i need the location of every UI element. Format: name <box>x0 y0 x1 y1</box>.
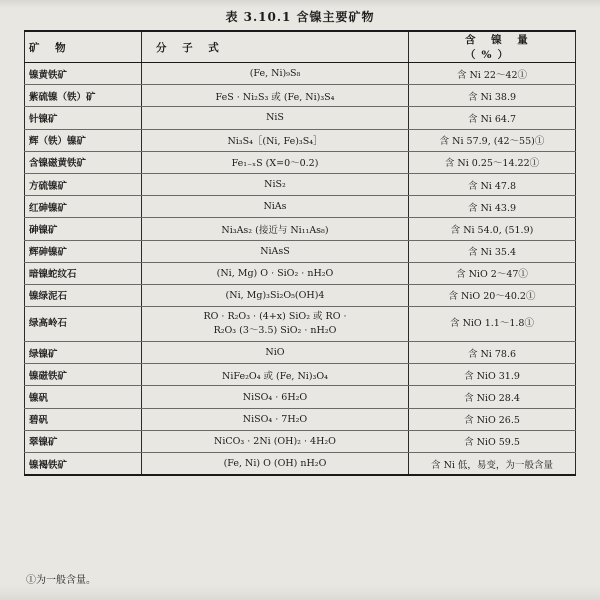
mineral-name: 镍磁铁矿 <box>25 364 142 386</box>
table-row <box>25 342 576 364</box>
mineral-name: 镍褐铁矿 <box>25 453 142 476</box>
molecular-formula: Ni₃S₄［(Ni, Fe)₃S₄］ <box>142 129 409 151</box>
mineral-name: 辉（铁）镍矿 <box>25 129 142 151</box>
formula-line: RO · R₂O₃ · (4+x) SiO₂ 或 RO · <box>203 311 347 323</box>
nickel-content: 含 Ni 43.9 <box>409 196 576 218</box>
mineral-name: 绿高岭石 <box>25 307 142 342</box>
table-row <box>25 386 576 408</box>
nickel-content: 含 Ni 38.9 <box>409 85 576 107</box>
nickel-content: 含 NiO 31.9 <box>409 364 576 386</box>
nickel-content: 含 Ni 54.0, (51.9) <box>409 218 576 240</box>
table-row <box>25 151 576 173</box>
header-content: 含 镍 量（%） <box>409 31 576 63</box>
table-header-row <box>25 31 576 63</box>
molecular-formula: NiCO₃ · 2Ni (OH)₂ · 4H₂O <box>142 430 409 452</box>
nickel-content: 含 Ni 47.8 <box>409 173 576 195</box>
molecular-formula: (Ni, Mg)₃Si₂O₅(OH)4 <box>142 284 409 306</box>
mineral-name: 暗镍蛇纹石 <box>25 262 142 284</box>
nickel-content: 含 NiO 26.5 <box>409 408 576 430</box>
mineral-name: 方硫镍矿 <box>25 173 142 195</box>
mineral-name: 红砷镍矿 <box>25 196 142 218</box>
previous-text-bleed <box>0 0 600 8</box>
table-row <box>25 85 576 107</box>
mineral-name: 镍黄铁矿 <box>25 63 142 85</box>
nickel-content: 含 Ni 0.25～14.22① <box>409 151 576 173</box>
molecular-formula: (Fe, Ni)₉S₈ <box>142 63 409 85</box>
table-row <box>25 129 576 151</box>
mineral-name: 含镍磁黄铁矿 <box>25 151 142 173</box>
nickel-content: 含 NiO 20～40.2① <box>409 284 576 306</box>
next-text-bleed <box>0 586 600 600</box>
molecular-formula: (Ni, Mg) O · SiO₂ · nH₂O <box>142 262 409 284</box>
header-mineral: 矿 物 <box>25 31 142 63</box>
header-formula: 分 子 式 <box>142 31 409 63</box>
mineral-name: 针镍矿 <box>25 107 142 129</box>
mineral-name: 绿镍矿 <box>25 342 142 364</box>
table-row <box>25 107 576 129</box>
nickel-content: 含 NiO 2～47① <box>409 262 576 284</box>
formula-line: R₂O₃ (3～3.5) SiO₂ · nH₂O <box>213 325 337 337</box>
nickel-content: 含 Ni 64.7 <box>409 107 576 129</box>
mineral-name: 辉砷镍矿 <box>25 240 142 262</box>
mineral-name: 翠镍矿 <box>25 430 142 452</box>
molecular-formula: (Fe, Ni) O (OH) nH₂O <box>142 453 409 476</box>
molecular-formula: NiS₂ <box>142 173 409 195</box>
molecular-formula: NiFe₂O₄ 或 (Fe, Ni)₃O₄ <box>142 364 409 386</box>
mineral-name: 碧矾 <box>25 408 142 430</box>
mineral-name: 紫硫镍（铁）矿 <box>25 85 142 107</box>
nickel-content: 含 NiO 1.1～1.8① <box>409 307 576 342</box>
table-row <box>25 173 576 195</box>
table-row <box>25 408 576 430</box>
table-footnote: ①为一般含量。 <box>26 575 96 586</box>
table-row <box>25 307 576 342</box>
table-row <box>25 196 576 218</box>
molecular-formula: NiAs <box>142 196 409 218</box>
mineral-name: 砷镍矿 <box>25 218 142 240</box>
nickel-content: 含 Ni 78.6 <box>409 342 576 364</box>
nickel-content: 含 NiO 28.4 <box>409 386 576 408</box>
table-row <box>25 453 576 476</box>
table-row <box>25 262 576 284</box>
nickel-content: 含 NiO 59.5 <box>409 430 576 452</box>
table-caption: 表 3.10.1 含镍主要矿物 <box>225 10 375 24</box>
table-row <box>25 240 576 262</box>
table-row <box>25 284 576 306</box>
nickel-content: 含 Ni 57.9, (42～55)① <box>409 129 576 151</box>
table-row <box>25 430 576 452</box>
nickel-content: 含 Ni 22～42① <box>409 63 576 85</box>
molecular-formula: Fe₁₋ₓS (X=0～0.2) <box>142 151 409 173</box>
molecular-formula: FeS · Ni₂S₃ 或 (Fe, Ni)₃S₄ <box>142 85 409 107</box>
molecular-formula: NiO <box>142 342 409 364</box>
molecular-formula: Ni₃As₂ (接近与 Ni₁₁As₈) <box>142 218 409 240</box>
molecular-formula: NiAsS <box>142 240 409 262</box>
molecular-formula <box>142 307 409 342</box>
table-row <box>25 364 576 386</box>
mineral-name: 镍矾 <box>25 386 142 408</box>
molecular-formula: NiSO₄ · 7H₂O <box>142 408 409 430</box>
table-row <box>25 218 576 240</box>
nickel-content: 含 Ni 35.4 <box>409 240 576 262</box>
molecular-formula: NiSO₄ · 6H₂O <box>142 386 409 408</box>
molecular-formula: NiS <box>142 107 409 129</box>
nickel-minerals-table <box>24 30 576 476</box>
mineral-name: 镍绿泥石 <box>25 284 142 306</box>
nickel-content: 含 Ni 低，易变，为一般含量 <box>409 453 576 476</box>
table-row <box>25 63 576 85</box>
